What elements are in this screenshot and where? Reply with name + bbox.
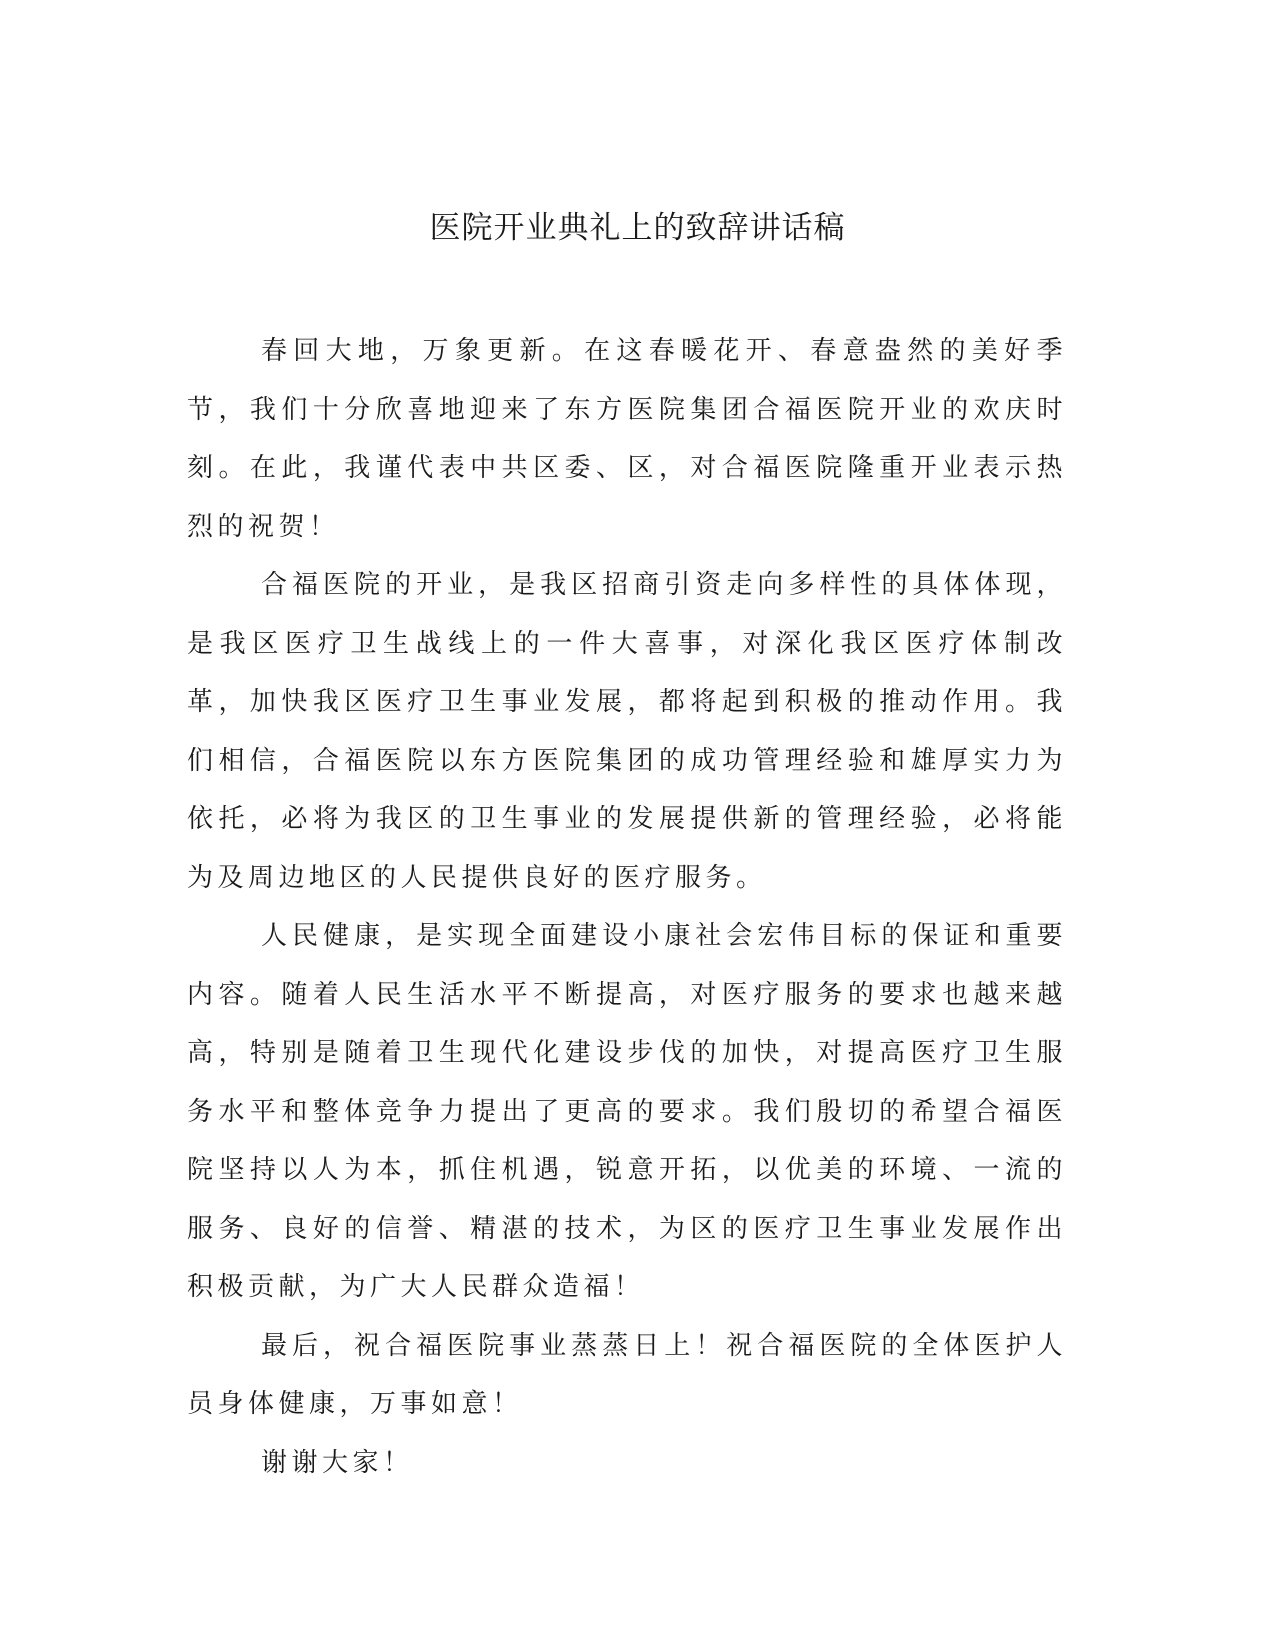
document-body: [187, 322, 1067, 1492]
paragraph-hospital-significance: 合福医院的开业，是我区招商引资走向多样性的具体体现，是我区医疗卫生战线上的一件大喜事，对深化我区医疗体制改革，加快我区医疗卫生事业发展，都将起到积极的推动作用。我们相信，合福医院以东方医院集团的成功管理经验和雄厚实力为依托，必将为我区的卫生事业的发展提供新的管理经验，必将能为及周边地区的人民提供良好的医疗服务。: [187, 570, 1067, 893]
paragraph-thanks: 谢谢大家！: [261, 1447, 414, 1478]
paragraph-closing-wishes: 最后，祝合福医院事业蒸蒸日上！祝合福医院的全体医护人员身体健康，万事如意！: [187, 1330, 1067, 1419]
paragraph-opening: 春回大地，万象更新。在这春暖花开、春意盎然的美好季节，我们十分欣喜地迎来了东方医院集团合福医院开业的欢庆时刻。在此，我谨代表中共区委、区，对合福医院隆重开业表示热烈的祝贺！: [187, 336, 1067, 542]
document-title: 医院开业典礼上的致辞讲话稿: [429, 210, 846, 246]
paragraph-public-health: 人民健康，是实现全面建设小康社会宏伟目标的保证和重要内容。随着人民生活水平不断提高，对医疗服务的要求也越来越高，特别是随着卫生现代化建设步伐的加快，对提高医疗卫生服务水平和整体竞争力提出了更高的要求。我们殷切的希望合福医院坚持以人为本，抓住机遇，锐意开拓，以优美的环境、一流的服务、良好的信誉、精湛的技术，为区的医疗卫生事业发展作出积极贡献，为广大人民群众造福！: [187, 921, 1067, 1302]
